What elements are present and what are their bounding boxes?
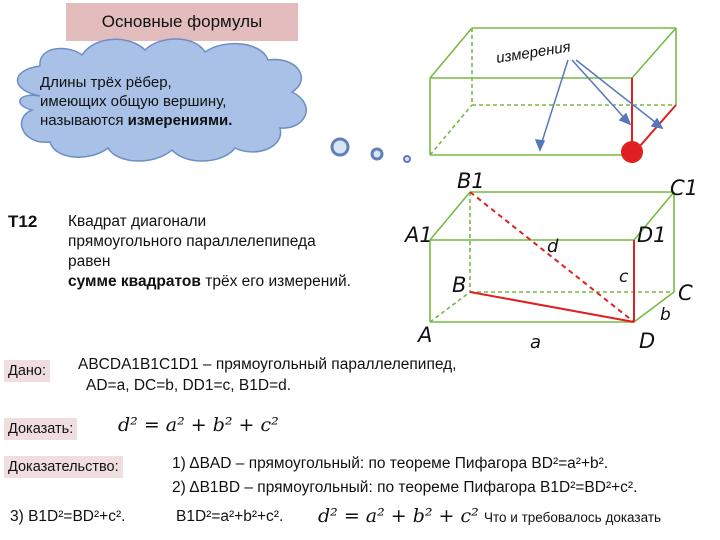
theorem-line-1: Квадрат диагонали <box>68 213 207 230</box>
proof-step-3a: 3) B1D²=BD²+c². <box>10 508 126 525</box>
top-box-label: измерения <box>494 38 572 67</box>
vertex-label-C: C <box>678 281 693 305</box>
proof-step-2: 2) ΔB1BD – прямоугольный: по теореме Пифагора B1D²=BD²+c². <box>172 479 638 496</box>
theorem-number: Т12 <box>8 212 38 231</box>
theorem-line-4 <box>68 272 418 292</box>
diagonal-BD <box>470 292 634 322</box>
proof-conclusion: Что и требовалось доказать <box>484 510 662 525</box>
arrow <box>540 60 568 148</box>
vertex-label-C1: C1 <box>670 176 699 200</box>
common-vertex-dot <box>621 141 643 163</box>
vertex-label-B: B <box>452 273 467 297</box>
edge-label-d: d <box>547 236 559 257</box>
top-box-hidden-edge <box>430 105 472 155</box>
vertex-label-D: D <box>639 329 656 353</box>
cloud-line-3-prefix: называются <box>40 112 128 129</box>
prove-formula: d² = a² + b² + c² <box>118 414 279 436</box>
vertex-labels <box>403 169 698 353</box>
cloud-bubble-large <box>332 139 348 155</box>
edge-label-c: c <box>619 267 629 287</box>
proof-label: Доказательство: <box>4 456 123 478</box>
cloud-line-3 <box>40 111 232 130</box>
cloud-line-2: имеющих общую вершину, <box>40 93 227 110</box>
theorem-line-2: прямоугольного параллелепипеда <box>68 233 316 250</box>
proof-steps <box>172 452 637 500</box>
vertex-label-B1: B1 <box>457 169 485 193</box>
theorem-line-4-rest: трёх его измерений. <box>200 273 351 290</box>
diagonal-B1D <box>470 192 634 322</box>
cloud-line-1: Длины трёх рёбер, <box>40 74 172 91</box>
edge-label-a: a <box>530 332 542 353</box>
proof-step-1: 1) ΔBAD – прямоугольный: по теореме Пифагора BD²=a²+b². <box>172 455 609 472</box>
theorem-line-3: равен <box>68 253 111 270</box>
parallelepiped <box>430 192 674 322</box>
proof-formula: d² = a² + b² + c² <box>318 505 479 527</box>
arrow-head <box>536 140 544 150</box>
given-label: Дано: <box>4 360 50 382</box>
top-box-edge <box>430 28 472 78</box>
cloud-text <box>40 73 232 130</box>
page-title-text: Основные формулы <box>101 12 263 31</box>
given-text <box>78 354 457 396</box>
arrow <box>572 60 628 122</box>
given-line-2: AD=a, DC=b, DD1=c, B1D=d. <box>86 377 292 394</box>
theorem-text <box>68 212 418 292</box>
given-line-1: ABCDA1B1C1D1 – прямоугольный параллелепипед, <box>78 356 457 373</box>
edge-A1B1 <box>430 192 470 240</box>
vertex-label-D1: D1 <box>637 223 667 247</box>
cloud-bubble-small <box>404 156 410 162</box>
top-box-edge <box>632 28 676 78</box>
vertex-label-A1: A1 <box>405 223 433 247</box>
vertex-label-A: A <box>418 323 433 347</box>
prove-label: Доказать: <box>4 418 77 440</box>
cloud-bubble-medium <box>372 149 382 159</box>
arrow <box>576 60 660 126</box>
cloud-line-3-bold: измерениями. <box>127 112 233 129</box>
edge-label-b: b <box>660 305 671 325</box>
proof-step-3b: B1D²=a²+b²+c². <box>176 508 284 525</box>
theorem-line-4-bold: сумме квадратов <box>68 273 201 290</box>
